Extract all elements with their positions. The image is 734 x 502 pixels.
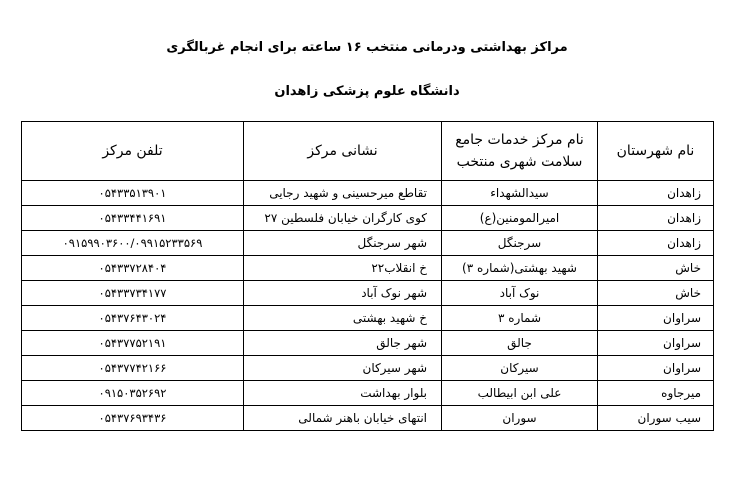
health-centers-table: [21, 121, 714, 431]
table-row: [22, 306, 714, 331]
table-row: [22, 231, 714, 256]
cell-address: شهر سیرکان: [244, 356, 442, 381]
document-subtitle: دانشگاه علوم پزشکی زاهدان: [274, 84, 460, 99]
document-title: مراکز بهداشتی ودرمانی منتخب ۱۶ ساعته برای انجام غربالگری: [166, 40, 568, 55]
table-row: [22, 206, 714, 231]
cell-address: شهر سرجنگل: [244, 231, 442, 256]
table-row: [22, 331, 714, 356]
cell-address: خ شهید بهشتی: [244, 306, 442, 331]
cell-phone: ۰۵۴۳۳۴۴۱۶۹۱: [22, 206, 244, 231]
cell-phone: ۰۵۴۳۳۵۱۳۹۰۱: [22, 181, 244, 206]
cell-phone: ۰۹۱۵۹۹۰۳۶۰۰/۰۹۹۱۵۲۳۳۵۶۹: [22, 231, 244, 256]
cell-center-name: شماره ۳: [442, 306, 598, 331]
cell-city: سراوان: [598, 331, 714, 356]
cell-phone: ۰۵۴۳۷۷۴۲۱۶۶: [22, 356, 244, 381]
cell-city: خاش: [598, 281, 714, 306]
table-row: [22, 406, 714, 431]
cell-center-name: سرجنگل: [442, 231, 598, 256]
cell-center-name: نوک آباد: [442, 281, 598, 306]
cell-center-name: شهید بهشتی(شماره ۳): [442, 256, 598, 281]
cell-city: زاهدان: [598, 206, 714, 231]
table-row: [22, 281, 714, 306]
header-address: نشانی مرکز: [244, 122, 442, 181]
cell-center-name: سوران: [442, 406, 598, 431]
header-city: نام شهرستان: [598, 122, 714, 181]
cell-center-name: علی ابن ابیطالب: [442, 381, 598, 406]
cell-city: زاهدان: [598, 181, 714, 206]
cell-phone: ۰۵۴۳۷۶۹۳۴۳۶: [22, 406, 244, 431]
cell-center-name: جالق: [442, 331, 598, 356]
header-phone: تلفن مرکز: [22, 122, 244, 181]
cell-address: کوی کارگران خیابان فلسطین ۲۷: [244, 206, 442, 231]
cell-city: سراوان: [598, 356, 714, 381]
table-row: [22, 381, 714, 406]
cell-phone: ۰۵۴۳۳۷۳۴۱۷۷: [22, 281, 244, 306]
cell-address: خ انقلاب۲۲: [244, 256, 442, 281]
cell-address: شهر جالق: [244, 331, 442, 356]
table-row: [22, 356, 714, 381]
header-center-name: نام مرکز خدمات جامع سلامت شهری منتخب: [442, 122, 598, 181]
cell-center-name: سیرکان: [442, 356, 598, 381]
table-header-row: [22, 122, 714, 181]
cell-address: انتهای خیابان باهنر شمالی: [244, 406, 442, 431]
cell-phone: ۰۵۴۳۷۶۴۳۰۲۴: [22, 306, 244, 331]
cell-center-name: سیدالشهداء: [442, 181, 598, 206]
cell-address: تقاطع میرحسینی و شهید رجایی: [244, 181, 442, 206]
cell-city: میرجاوه: [598, 381, 714, 406]
table-row: [22, 181, 714, 206]
cell-address: بلوار بهداشت: [244, 381, 442, 406]
table-row: [22, 256, 714, 281]
cell-phone: ۰۹۱۵۰۳۵۲۶۹۲: [22, 381, 244, 406]
cell-center-name: امیرالمومنین(ع): [442, 206, 598, 231]
cell-city: زاهدان: [598, 231, 714, 256]
cell-phone: ۰۵۴۳۷۷۵۲۱۹۱: [22, 331, 244, 356]
cell-address: شهر نوک آباد: [244, 281, 442, 306]
cell-city: سیب سوران: [598, 406, 714, 431]
cell-city: سراوان: [598, 306, 714, 331]
cell-city: خاش: [598, 256, 714, 281]
cell-phone: ۰۵۴۳۳۷۲۸۴۰۴: [22, 256, 244, 281]
